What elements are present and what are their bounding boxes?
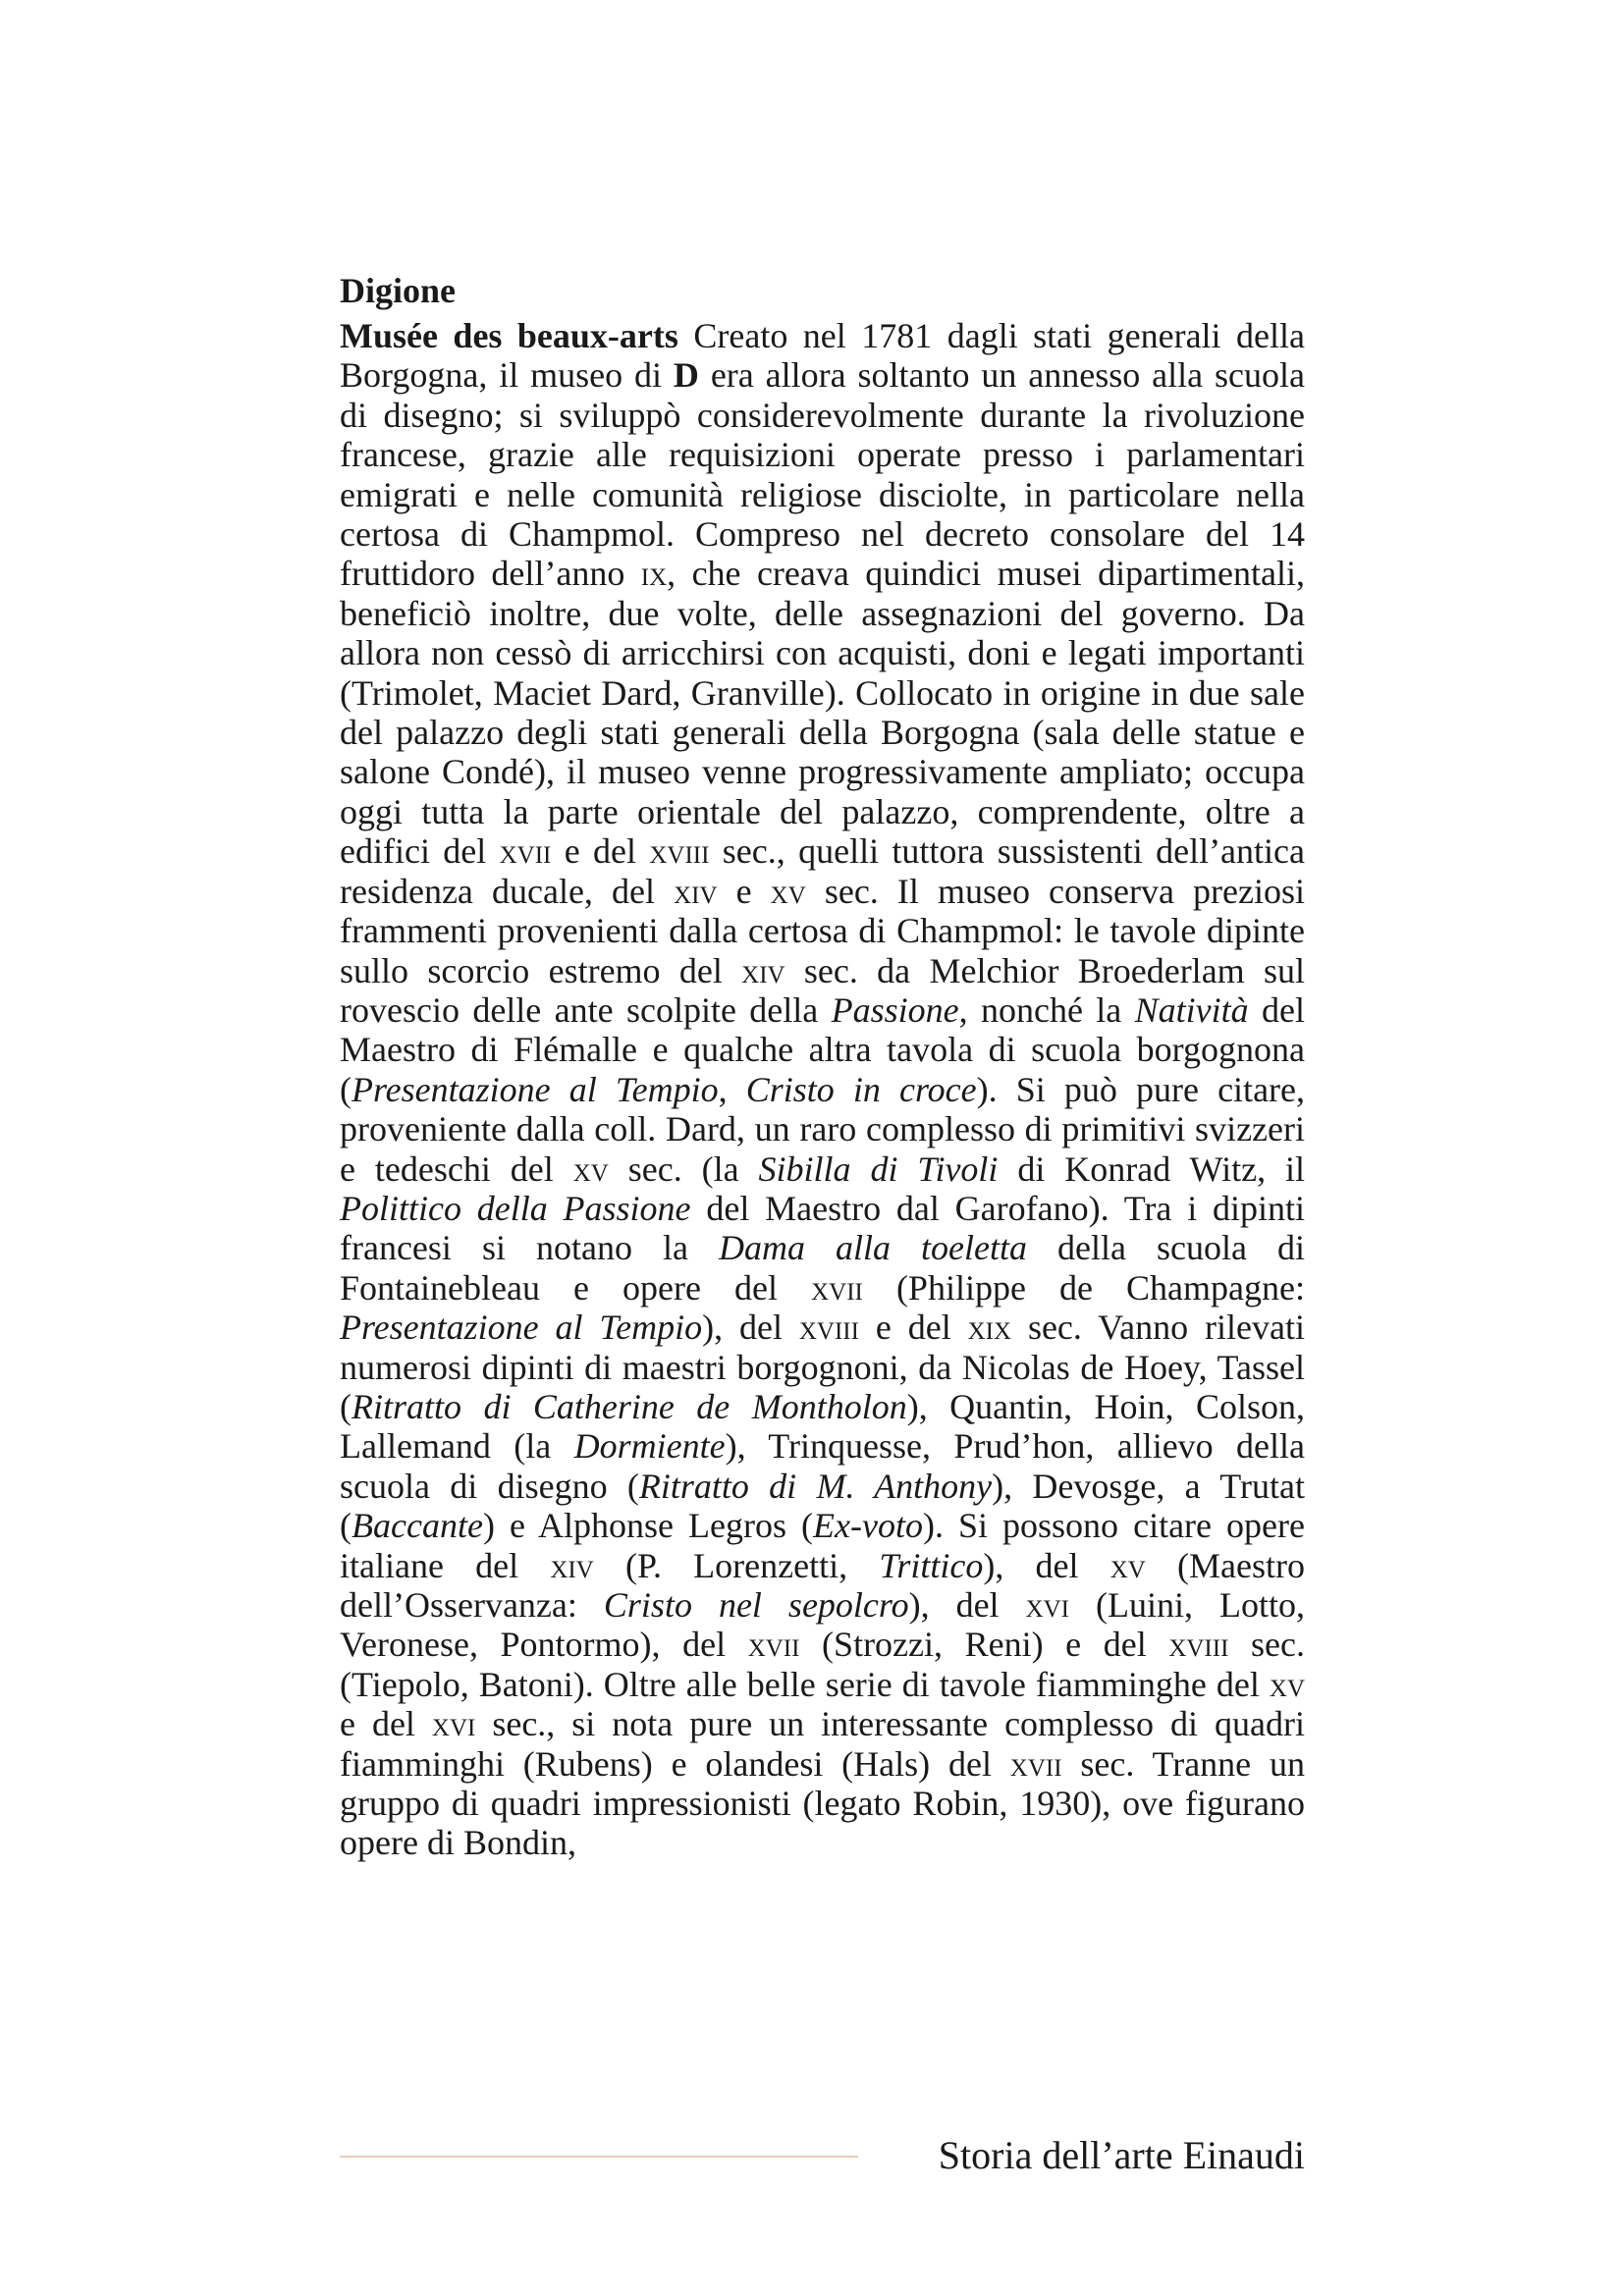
footer-rule <box>340 2156 858 2158</box>
century-numeral: xiv <box>550 1545 594 1585</box>
artwork-title: Ritratto di M. Anthony <box>638 1466 993 1506</box>
entry-title: Musée des beaux-arts <box>340 316 678 355</box>
century-numeral: xix <box>967 1308 1012 1348</box>
text-run: e del <box>858 1308 968 1348</box>
text-run: ) e Alphonse Legros ( <box>482 1506 814 1546</box>
text-run: sec. da Melchior Broederlam sul rovescio delle ante scolpite della <box>340 950 1305 1030</box>
text-run: sec. (la <box>608 1148 759 1189</box>
century-numeral: xv <box>1109 1545 1146 1585</box>
text-run: di Konrad Witz, il <box>998 1148 1305 1189</box>
artwork-title: Dama alla toeletta <box>718 1228 1027 1268</box>
text-run: , che creava quindici musei dipartimentali, beneficiò inoltre, due volte, delle assegnazioni del governo. Da allora non cessò di arricchirsi con acquisti, doni e legati importanti (Trimolet, Maciet Dard, Granville). Collocato in origine in due sale del palazzo degli stati generali della Borgogna (sala delle statue e salone Condé), il museo venne progressivamente ampliato; occupa oggi tutta la parte orientale del palazzo, comprendente, oltre a edifici del <box>340 554 1306 872</box>
text-run: sec. Vanno rilevati numerosi dipinti di maestri borgognoni, da Nicolas de Hoey, Tassel ( <box>340 1308 1305 1426</box>
page-footer <box>340 2132 1305 2181</box>
text-run: (Maestro dell’Osservanza: <box>340 1545 1305 1625</box>
artwork-title: Presentazione al Tempio <box>340 1308 703 1348</box>
text-run: ). Si può pure citare, proveniente dalla coll. Dard, un raro complesso di primitivi svizzeri e tedeschi del <box>340 1069 1306 1189</box>
text-run: ), del <box>983 1545 1110 1585</box>
artwork-title: Passione <box>831 989 959 1030</box>
article-heading: Digione <box>340 271 457 310</box>
century-numeral: xvii <box>1009 1743 1062 1784</box>
text-run: Creato nel 1781 dagli stati generali della Borgogna, il museo di <box>340 316 1305 396</box>
artwork-title: Baccante <box>352 1506 483 1546</box>
text-run: ), Trinquesse, Prud’hon, allievo della scuola di disegno ( <box>340 1426 1305 1506</box>
article-body <box>340 316 1305 1863</box>
text-run: sec. (Tiepolo, Batoni). Oltre alle belle serie di tavole fiamminghe del <box>340 1625 1305 1704</box>
text-run: sec., quelli tuttora sussistenti dell’antica residenza ducale, del <box>340 831 1305 911</box>
text-run: sec., si nota pure un interessante complesso di quadri fiamminghi (Rubens) e olandesi (Hals) del <box>340 1704 1305 1784</box>
artwork-title: Cristo nel sepolcro <box>603 1585 909 1625</box>
artwork-title: Natività <box>1134 989 1249 1030</box>
artwork-title: Dormiente <box>573 1426 726 1467</box>
century-numeral: xviii <box>649 831 710 872</box>
text-run: era allora soltanto un annesso alla scuola di disegno; si sviluppò considerevolmente durante la rivoluzione francese, grazie alle requisizioni operate presso i parlamentari emigrati e nelle comunità religiose disciolte, in particolare nella certosa di Champmol. Compreso nel decreto consolare del 14 fruttidoro dell’anno <box>340 355 1306 594</box>
century-numeral: xv <box>572 1148 609 1189</box>
century-numeral: xvii <box>811 1267 863 1308</box>
artwork-title: Trittico <box>879 1545 984 1585</box>
artwork-title: Presentazione al Tempio <box>352 1069 719 1109</box>
text-run: sec. Tranne un gruppo di quadri impressionisti (legato Robin, 1930), ove figurano opere di Bondin, <box>340 1743 1305 1863</box>
artwork-title: Polittico della Passione <box>340 1188 691 1228</box>
century-numeral: xv <box>1269 1664 1305 1704</box>
text-run: (Philippe de Champagne: <box>862 1267 1305 1308</box>
text-run: (Luini, Lotto, Veronese, Pontormo), del <box>340 1585 1305 1665</box>
century-numeral: xviii <box>798 1308 859 1348</box>
artwork-title: Ritratto di Catherine de Montholon <box>352 1386 907 1426</box>
text-run: del Maestro di Flémalle e qualche altra tavola di scuola borgognona ( <box>340 989 1305 1109</box>
text-run: ). Si possono citare opere italiane del <box>340 1506 1305 1585</box>
text-run: e <box>717 871 771 911</box>
text-run: del Maestro dal Garofano). Tra i dipinti francesi si notano la <box>340 1188 1305 1268</box>
text-run: ), Quantin, Hoin, Colson, Lallemand (la <box>340 1386 1305 1467</box>
century-numeral: xvii <box>747 1625 800 1665</box>
century-numeral: xvi <box>1025 1585 1069 1625</box>
text-run: (Strozzi, Reni) e del <box>799 1625 1169 1665</box>
text-run: ), Devosge, a Trutat ( <box>340 1466 1305 1546</box>
century-numeral: xiv <box>674 871 718 911</box>
city-abbreviation: D <box>673 355 699 396</box>
text-run: sec. Il museo conserva preziosi frammenti provenienti dalla certosa di Champmol: le tavole dipinte sullo scorcio estremo del <box>340 871 1305 990</box>
article <box>340 271 1305 1863</box>
century-numeral: xviii <box>1168 1625 1229 1665</box>
century-numeral: xv <box>770 871 806 911</box>
text-run: , <box>718 1069 746 1109</box>
text-run: ), del <box>702 1308 799 1348</box>
text-run: , nonché la <box>958 989 1135 1030</box>
century-numeral: ix <box>640 554 668 594</box>
footer-publication-title: Storia dell’arte Einaudi <box>938 2133 1305 2177</box>
artwork-title: Cristo in croce <box>745 1069 977 1109</box>
century-numeral: xiv <box>741 950 785 990</box>
artwork-title: Sibilla di Tivoli <box>758 1148 999 1189</box>
text-run: (P. Lorenzetti, <box>593 1545 880 1585</box>
text-run: e del <box>340 1704 432 1744</box>
text-run: ), del <box>908 1585 1026 1625</box>
century-numeral: xvi <box>431 1704 476 1744</box>
artwork-title: Ex-voto <box>813 1506 923 1546</box>
text-run: e del <box>551 831 650 872</box>
text-run: della scuola di Fontainebleau e opere del <box>340 1228 1305 1308</box>
century-numeral: xvii <box>499 831 552 872</box>
